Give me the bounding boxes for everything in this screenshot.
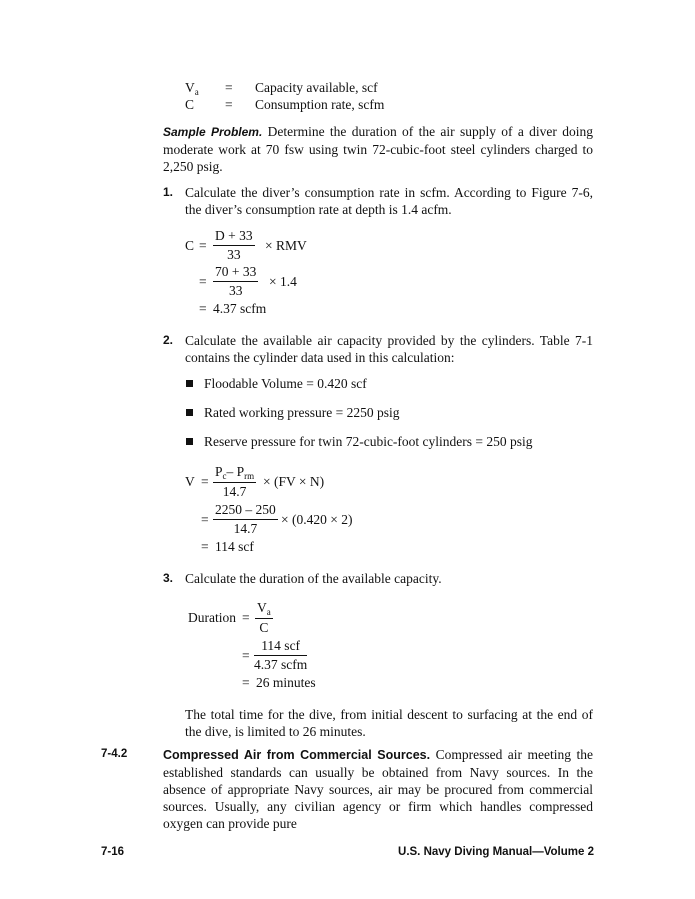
bullet-marker	[186, 380, 193, 387]
eq1-result: 4.37 scfm	[213, 301, 267, 316]
eq2-fraction-2: $\frac{2250 - 250}{14.7}$	[215, 502, 276, 536]
eq1-fraction-2: $\frac{70 + 33}{33}$	[215, 264, 257, 298]
eq2-equals: =	[201, 474, 209, 489]
bullet-marker	[186, 409, 193, 416]
eq3-result: 26 minutes	[256, 675, 316, 690]
bullet-marker	[186, 438, 193, 445]
sample-problem-label: Sample Problem.	[163, 125, 263, 139]
step-1-text: Calculate the diver’s consumption rate in scfm. According to Figure 7-6, the diver’s consumption rate at depth is 1.4 acfm.	[185, 185, 593, 217]
section-title: Compressed Air from Commercial Sources.	[163, 748, 431, 762]
eq1-fraction: $\frac{D + 33}{33}$	[215, 228, 253, 262]
eq2-fraction: $P_c-$ $P_{rm}$ 14.7	[215, 464, 255, 499]
def-symbol: C	[185, 97, 195, 112]
eq2-tail: × (FV × N)	[263, 474, 325, 489]
section-text: Compressed air meeting the established standards can usually be obtained from Navy sources. In the absence of appropriate Navy sources, air may be procured from commercial sources. Usually, any civilian agency or firm which handles compressed oxygen can provide pure	[163, 747, 593, 831]
eq1-lhs: C	[185, 238, 195, 253]
bullet-item: Rated working pressure = 2250 psig	[204, 405, 400, 420]
eq3-equals: =	[242, 610, 250, 625]
sample-problem	[163, 123, 593, 175]
eq3-fraction-2: 114 scf 4.37 scfm	[254, 638, 308, 672]
bullet-item: Floodable Volume = 0.420 scf	[204, 376, 367, 391]
eq2-result: 114 scf	[215, 539, 254, 554]
step-2-number: 2.	[163, 333, 174, 347]
conclusion-text: The total time for the dive, from initial descent to surfacing at the end of the dive, is limited to 26 minutes.	[185, 707, 593, 739]
step-1-number: 1.	[163, 185, 174, 199]
footer-title: U.S. Navy Diving Manual—Volume 2	[398, 846, 594, 858]
step-3-text: Calculate the duration of the available capacity.	[185, 571, 442, 586]
eq3-lhs: Duration	[188, 610, 236, 625]
footer-page-number: 7-16	[101, 846, 125, 858]
eq1-tail: × RMV	[265, 238, 307, 253]
section-number: 7-4.2	[101, 748, 128, 760]
sample-problem-text: Determine the duration of the air supply of a diver doing moderate work at 70 fsw using twin 72-cubic-foot steel cylinders charged to 2,250 psig.	[163, 124, 593, 174]
def-text: Capacity available, scf	[255, 80, 378, 95]
eq2-lhs: V	[185, 474, 195, 489]
eq1-equals: =	[199, 238, 207, 253]
def-equals: =	[225, 80, 233, 95]
bullet-item: Reserve pressure for twin 72-cubic-foot cylinders = 250 psig	[204, 434, 533, 449]
eq3-fraction: $\frac{V_a}{C}$	[257, 600, 271, 635]
section-body	[163, 746, 593, 832]
def-text: Consumption rate, scfm	[255, 97, 385, 112]
def-symbol: $V_a$	[185, 80, 199, 97]
def-equals: =	[225, 97, 233, 112]
step-3-number: 3.	[163, 571, 174, 585]
step-2-text: Calculate the available air capacity provided by the cylinders. Table 7-1 contains the cylinder data used in this calculation:	[185, 333, 593, 365]
